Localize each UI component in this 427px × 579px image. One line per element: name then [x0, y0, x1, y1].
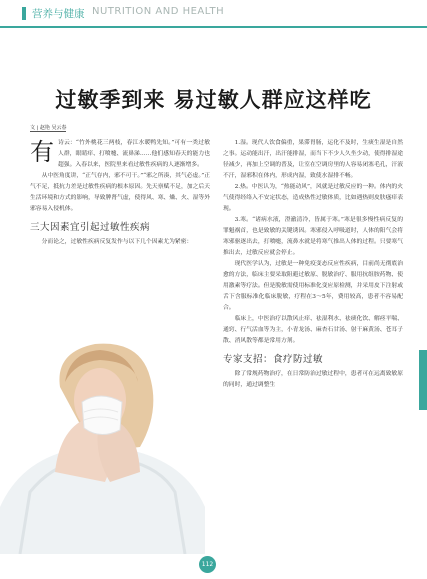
- modern-medicine-paragraph: 现代医学认为，过敏是一种免疫变态反应性疾病，目前尚无彻底治愈的方法，临床主要采取阻避过敏原、脱敏治疗、服用抗组胺药物、使用激素等疗法。但是脱敏需使用标准化变应原检测，并采用皮下注射或舌下含服标准化临床脱敏，疗程在3～5年，费用较高，患者不容易配合。: [223, 261, 403, 311]
- section-lead: 分而论之，过敏性疾病反复发作与以下几个因素尤为紧密：: [41, 239, 193, 245]
- section-heading-causes: 三大因素宜引起过敏性疾病: [30, 222, 151, 233]
- intro-text: 诗云：“竹外桃花三两枝，春江水暖鸭先知。”可有一类过敏人群，眼睛痒、打喷嚏、流鼻涕……他们感知春天的能力也超强。入春以来，医院里来看过敏性疾病的人逐渐增多。: [58, 140, 210, 168]
- page-edge-tab: [419, 350, 427, 410]
- factor-heat: 2.热。中医认为，“热能动风”，风就是过敏反应的一种。体内的火气使得经络入不安定状态，造成热性过敏体质，比如遇热则皮肤瘙痒表现。: [223, 184, 403, 212]
- sneezing-woman-photo: [0, 332, 205, 554]
- article-byline: 文 | 赵艳 吴云春: [30, 125, 67, 131]
- section-name-cn: 营养与健康: [32, 8, 85, 20]
- section-name-en: NUTRITION AND HEALTH: [92, 6, 225, 17]
- diet-paragraph: 除了常规药物治疗，在日常防治过敏过程中，患者可在远离致敏原的同时，通过调整生: [223, 371, 403, 388]
- byline-underline: [30, 131, 66, 132]
- left-column: [30, 138, 210, 248]
- page-number: 112: [199, 556, 216, 573]
- factor-dampness: 1.湿。现代人饮食偏重，果滞胃肠，运化不及时，生痰生湿是自然之事。运动能出汗，出汗能排湿，而当下不少人久坐少动，使得排湿途径减少，再加上空调的普及，让室在空调房里的人容易闭塞毛孔，汗液不汗，湿邪积在体内，形成内湿，致使水湿排不畅。: [223, 140, 403, 179]
- paragraph-2: 从中医角度讲，“正气存内，邪不可干。”“邪之所凑，其气必虚。”正气不足，抵抗力差是过敏性疾病的根本原因。先天禀赋不足，加之后天生活环境和方式的影响，导致脾肾气虚，使得风、寒、燥、火、湿等外邪容易入侵机体。: [30, 173, 210, 212]
- drop-cap: 有: [30, 138, 54, 166]
- right-column: [223, 138, 403, 391]
- factor-cold: 3.寒。“诸病水液，澄澈清冷，皆属于寒。”寒是很多慢性病反复的罪魁祸首，也是致敏的关键诱因。寒邪侵入呼吸道时，人体的阳气会将寒邪驱逐出去，打喷嚏，流鼻水就是将寒气推出人体的过程。只要寒气推出去，过敏反应就会停止。: [223, 217, 403, 256]
- page-header: [0, 0, 427, 28]
- tcm-treatment-paragraph: 临床上，中医治疗以散风止痒、祛湿利水、祛痰化饮、解痉平喘、通窍、行气活血等为主，小青龙汤、麻杏石甘汤、射干麻黄汤、苍耳子散、消风散等都是常用方剂。: [223, 316, 403, 344]
- photo-illustration: [0, 332, 205, 554]
- header-accent-bar: [22, 7, 26, 20]
- intro-paragraph: [30, 138, 210, 171]
- article-title: 过敏季到来 易过敏人群应这样吃: [55, 88, 372, 112]
- section-heading-diet: 专家支招：食疗防过敏: [223, 354, 324, 365]
